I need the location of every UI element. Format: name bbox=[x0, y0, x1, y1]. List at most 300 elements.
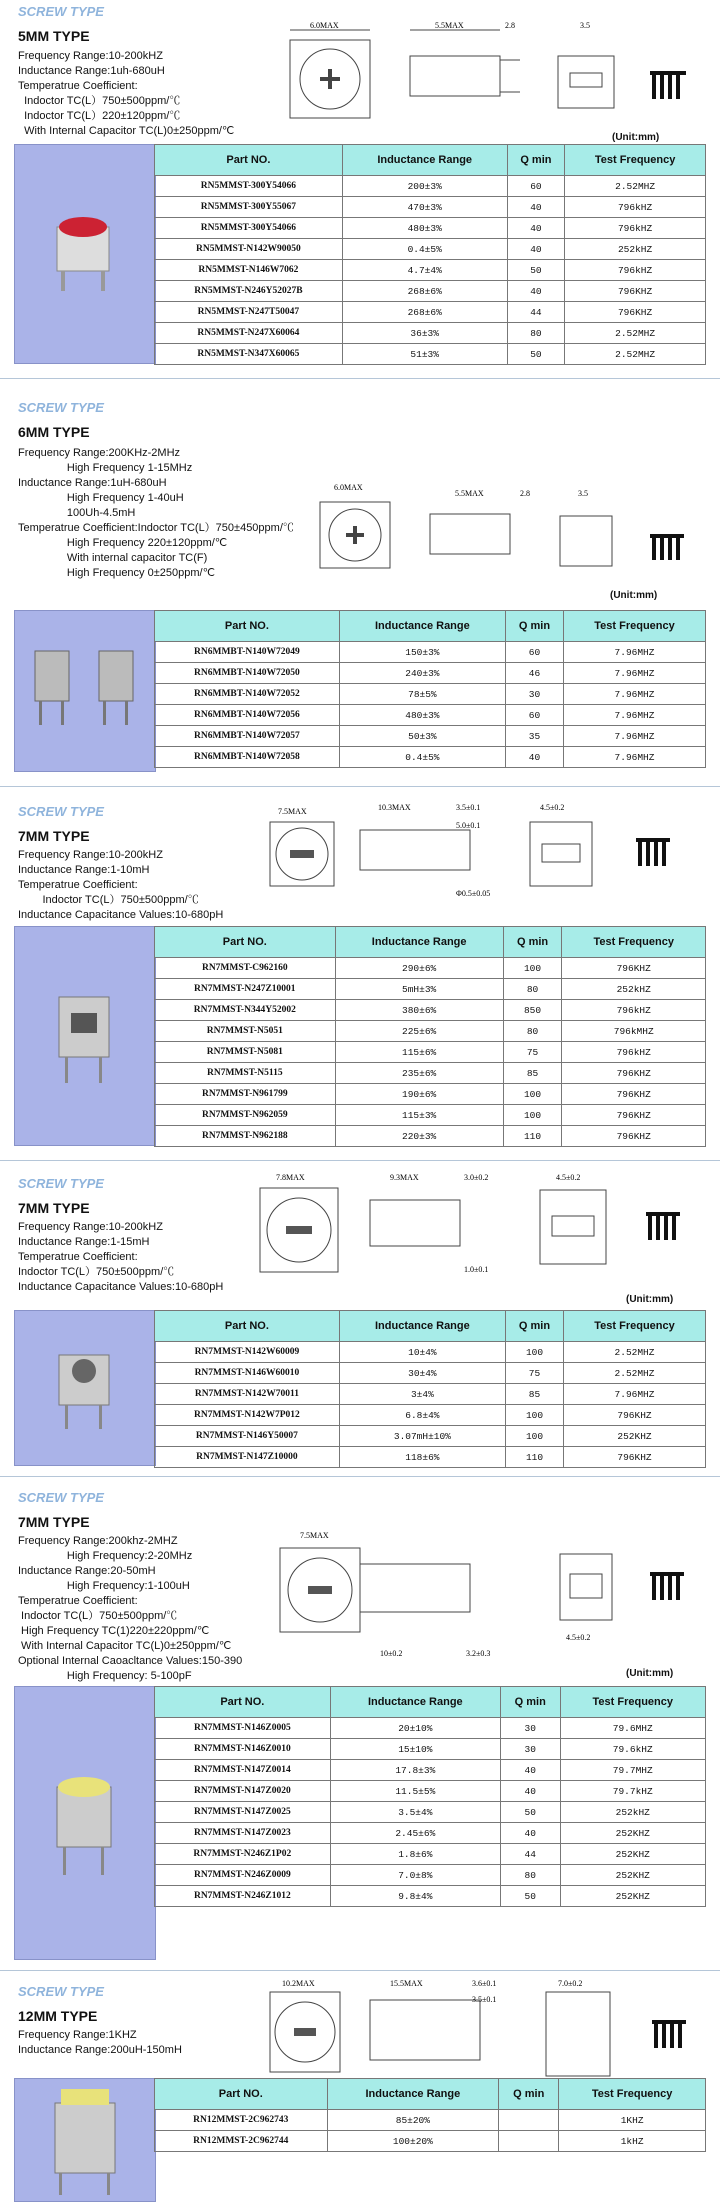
svg-text:7.5MAX: 7.5MAX bbox=[278, 807, 307, 816]
part-no-cell: RN7MMST-N146Z0005 bbox=[155, 1718, 331, 1739]
inductance-cell: 85±20% bbox=[327, 2110, 499, 2131]
specs-text: Frequency Range:10-200kHZ Inductance Range:1uh-680uH Temperatrue Coefficient: Indoctor TC(L）750±500ppm/℃ Indoctor TC(L）220±120ppm/℃ With Internal Capacitor TC(L)0±250ppm/℃ bbox=[18, 50, 235, 137]
table-row bbox=[155, 1426, 706, 1447]
spec-table bbox=[154, 610, 706, 768]
q-min-cell bbox=[499, 2131, 559, 2152]
col-header: Part NO. bbox=[155, 2079, 328, 2110]
svg-text:3.2±0.3: 3.2±0.3 bbox=[466, 1649, 491, 1658]
table-row bbox=[155, 1447, 706, 1468]
col-header: Inductance Range bbox=[330, 1687, 500, 1718]
q-min-cell: 40 bbox=[507, 197, 565, 218]
table-row bbox=[155, 1105, 706, 1126]
inductance-cell: 10±4% bbox=[339, 1342, 505, 1363]
specs-text: Frequency Range:1KHZ Inductance Range:200uH-150mH bbox=[18, 2029, 182, 2056]
test-frequency-cell: 796kHZ bbox=[565, 260, 706, 281]
specs-text: Frequency Range:200KHz-2MHz High Frequency 1-15MHz Inductance Range:1uH-680uH High Frequency 1-40uH 100Uh-4.5mH Temperatrue Coefficient:Indoctor TC(L）750±450ppm/℃ High Frequency 220±120ppm/℃ With internal capacitor TC(F) High Frequency 0±250ppm/℃ bbox=[18, 447, 294, 579]
table-row bbox=[155, 1021, 706, 1042]
product-image bbox=[14, 2078, 156, 2202]
part-no-cell: RN7MMST-N146Z0010 bbox=[155, 1739, 331, 1760]
test-frequency-cell: 796KHZ bbox=[564, 1447, 706, 1468]
test-frequency-cell: 7.96MHZ bbox=[564, 663, 706, 684]
inductance-cell: 36±3% bbox=[342, 323, 507, 344]
part-no-cell: RN7MMST-N962059 bbox=[155, 1105, 336, 1126]
screw-type-label: SCREW TYPE bbox=[18, 400, 104, 415]
inductance-cell: 3.5±4% bbox=[330, 1802, 500, 1823]
part-no-cell: RN7MMST-N147Z0014 bbox=[155, 1760, 331, 1781]
inductance-cell: 0.4±5% bbox=[339, 747, 505, 768]
table-row bbox=[155, 176, 706, 197]
q-min-cell: 100 bbox=[505, 1405, 563, 1426]
col-header: Q min bbox=[507, 145, 565, 176]
specs-text: Frequency Range:200khz-2MHZ High Frequency:2-20MHz Inductance Range:20-50mH High Frequency:1-100uH Temperatrue Coefficient: Indoctor TC(L）750±500ppm/℃ High Frequency TC(1)220±220ppm/℃ With Internal Capacitor TC(L)0±250ppm/℃ Optional Internal Caoacltance Values:150-390 High Frequency: 5-100pF bbox=[18, 1535, 243, 1682]
divider bbox=[0, 1160, 720, 1161]
col-header: Test Frequency bbox=[562, 927, 706, 958]
q-min-cell: 110 bbox=[505, 1447, 563, 1468]
q-min-cell: 100 bbox=[503, 958, 562, 979]
table-row bbox=[155, 1865, 706, 1886]
test-frequency-cell: 79.7MHZ bbox=[560, 1760, 706, 1781]
part-no-cell: RN5MMST-N146W7062 bbox=[155, 260, 343, 281]
test-frequency-cell: 796KHZ bbox=[562, 1105, 706, 1126]
table-row bbox=[155, 1084, 706, 1105]
col-header: Inductance Range bbox=[339, 1311, 505, 1342]
table-row bbox=[155, 979, 706, 1000]
svg-text:9.3MAX: 9.3MAX bbox=[390, 1173, 419, 1182]
test-frequency-cell: 796KHZ bbox=[562, 1126, 706, 1147]
product-image bbox=[14, 610, 156, 772]
spec-table bbox=[154, 1686, 706, 1907]
col-header: Part NO. bbox=[155, 145, 343, 176]
test-frequency-cell: 252KHZ bbox=[560, 1823, 706, 1844]
svg-text:4.5±0.2: 4.5±0.2 bbox=[566, 1633, 591, 1642]
inductance-cell: 290±6% bbox=[335, 958, 503, 979]
part-no-cell: RN12MMST-2C962744 bbox=[155, 2131, 328, 2152]
test-frequency-cell: 7.96MHZ bbox=[564, 705, 706, 726]
table-row bbox=[155, 1042, 706, 1063]
part-no-cell: RN6MMBT-N140W72057 bbox=[155, 726, 340, 747]
test-frequency-cell: 252KHZ bbox=[560, 1886, 706, 1907]
table-row bbox=[155, 239, 706, 260]
part-no-cell: RN6MMBT-N140W72050 bbox=[155, 663, 340, 684]
spec-table bbox=[154, 926, 706, 1147]
svg-text:10.2MAX: 10.2MAX bbox=[282, 1979, 315, 1988]
q-min-cell: 40 bbox=[507, 218, 565, 239]
table-row bbox=[155, 281, 706, 302]
col-header: Inductance Range bbox=[335, 927, 503, 958]
col-header: Q min bbox=[505, 1311, 563, 1342]
table-row bbox=[155, 1823, 706, 1844]
part-no-cell: RN5MMST-N247T50047 bbox=[155, 302, 343, 323]
dim-label: 2.8 bbox=[505, 21, 515, 30]
table-row bbox=[155, 1405, 706, 1426]
test-frequency-cell: 2.52MHZ bbox=[565, 176, 706, 197]
screw-type-label: SCREW TYPE bbox=[18, 1984, 104, 1999]
col-header: Test Frequency bbox=[560, 1687, 706, 1718]
q-min-cell: 85 bbox=[503, 1063, 562, 1084]
svg-text:3.6±0.1: 3.6±0.1 bbox=[472, 1979, 497, 1988]
table-row bbox=[155, 1760, 706, 1781]
table-row bbox=[155, 302, 706, 323]
table-row bbox=[155, 1886, 706, 1907]
svg-text:5.5MAX: 5.5MAX bbox=[455, 489, 484, 498]
inductance-cell: 268±6% bbox=[342, 302, 507, 323]
type-title: 7MM TYPE bbox=[18, 828, 90, 844]
part-no-cell: RN6MMBT-N140W72056 bbox=[155, 705, 340, 726]
inductance-cell: 480±3% bbox=[339, 705, 505, 726]
part-no-cell: RN7MMST-N147Z10000 bbox=[155, 1447, 340, 1468]
test-frequency-cell: 252kHZ bbox=[560, 1802, 706, 1823]
svg-text:10±0.2: 10±0.2 bbox=[380, 1649, 403, 1658]
table-row bbox=[155, 1718, 706, 1739]
test-frequency-cell: 252KHZ bbox=[560, 1865, 706, 1886]
type-title: 7MM TYPE bbox=[18, 1514, 90, 1530]
q-min-cell: 80 bbox=[503, 979, 562, 1000]
divider bbox=[0, 786, 720, 787]
col-header: Inductance Range bbox=[342, 145, 507, 176]
test-frequency-cell: 796KHZ bbox=[564, 1405, 706, 1426]
divider bbox=[0, 1970, 720, 1971]
svg-text:3.5: 3.5 bbox=[578, 489, 588, 498]
part-no-cell: RN7MMST-N146W60010 bbox=[155, 1363, 340, 1384]
part-no-cell: RN5MMST-N247X60064 bbox=[155, 323, 343, 344]
q-min-cell: 100 bbox=[503, 1084, 562, 1105]
inductance-cell: 0.4±5% bbox=[342, 239, 507, 260]
inductance-cell: 9.8±4% bbox=[330, 1886, 500, 1907]
q-min-cell: 40 bbox=[500, 1823, 560, 1844]
inductance-cell: 20±10% bbox=[330, 1718, 500, 1739]
col-header: Q min bbox=[500, 1687, 560, 1718]
q-min-cell: 50 bbox=[507, 344, 565, 365]
inductance-cell: 30±4% bbox=[339, 1363, 505, 1384]
test-frequency-cell: 2.52MHZ bbox=[564, 1363, 706, 1384]
svg-text:2.8: 2.8 bbox=[520, 489, 530, 498]
inductance-cell: 78±5% bbox=[339, 684, 505, 705]
part-no-cell: RN7MMST-C962160 bbox=[155, 958, 336, 979]
screw-type-label: SCREW TYPE bbox=[18, 1176, 104, 1191]
inductance-cell: 470±3% bbox=[342, 197, 507, 218]
test-frequency-cell: 796kHZ bbox=[565, 218, 706, 239]
test-frequency-cell: 79.6MHZ bbox=[560, 1718, 706, 1739]
col-header: Part NO. bbox=[155, 1311, 340, 1342]
col-header: Test Frequency bbox=[565, 145, 706, 176]
dim-label: 6.0MAX bbox=[310, 21, 339, 30]
test-frequency-cell: 2.52MHZ bbox=[565, 344, 706, 365]
dimension-drawing bbox=[280, 18, 700, 143]
svg-text:1.0±0.1: 1.0±0.1 bbox=[464, 1265, 489, 1274]
test-frequency-cell: 2.52MHZ bbox=[564, 1342, 706, 1363]
table-row bbox=[155, 1844, 706, 1865]
table-row bbox=[155, 2131, 706, 2152]
q-min-cell: 60 bbox=[505, 705, 563, 726]
q-min-cell: 60 bbox=[505, 642, 563, 663]
type-title: 7MM TYPE bbox=[18, 1200, 90, 1216]
table-row bbox=[155, 726, 706, 747]
svg-text:5.0±0.1: 5.0±0.1 bbox=[456, 821, 481, 830]
table-row bbox=[155, 1126, 706, 1147]
test-frequency-cell: 796kMHZ bbox=[562, 1021, 706, 1042]
table-row bbox=[155, 2110, 706, 2131]
table-row bbox=[155, 218, 706, 239]
part-no-cell: RN7MMST-N142W7P012 bbox=[155, 1405, 340, 1426]
q-min-cell: 110 bbox=[503, 1126, 562, 1147]
inductance-cell: 150±3% bbox=[339, 642, 505, 663]
inductance-cell: 15±10% bbox=[330, 1739, 500, 1760]
q-min-cell: 50 bbox=[500, 1886, 560, 1907]
inductance-cell: 240±3% bbox=[339, 663, 505, 684]
col-header: Test Frequency bbox=[559, 2079, 706, 2110]
q-min-cell: 40 bbox=[507, 239, 565, 260]
test-frequency-cell: 1KHZ bbox=[559, 2110, 706, 2131]
q-min-cell: 35 bbox=[505, 726, 563, 747]
test-frequency-cell: 7.96MHZ bbox=[564, 684, 706, 705]
test-frequency-cell: 2.52MHZ bbox=[565, 323, 706, 344]
inductance-cell: 6.8±4% bbox=[339, 1405, 505, 1426]
test-frequency-cell: 796kHZ bbox=[565, 197, 706, 218]
q-min-cell: 40 bbox=[507, 281, 565, 302]
test-frequency-cell: 252KHZ bbox=[564, 1426, 706, 1447]
q-min-cell: 80 bbox=[503, 1021, 562, 1042]
part-no-cell: RN7MMST-N246Z1P02 bbox=[155, 1844, 331, 1865]
part-no-cell: RN7MMST-N5051 bbox=[155, 1021, 336, 1042]
section-12mm bbox=[0, 1974, 720, 2205]
divider bbox=[0, 1476, 720, 1477]
test-frequency-cell: 796kHZ bbox=[562, 1000, 706, 1021]
inductance-cell: 4.7±4% bbox=[342, 260, 507, 281]
inductance-cell: 50±3% bbox=[339, 726, 505, 747]
unit-label: (Unit:mm) bbox=[626, 1294, 674, 1305]
col-header: Part NO. bbox=[155, 927, 336, 958]
table-row bbox=[155, 197, 706, 218]
q-min-cell: 30 bbox=[505, 684, 563, 705]
section-7mm-a bbox=[0, 790, 720, 1160]
q-min-cell: 60 bbox=[507, 176, 565, 197]
type-title: 12MM TYPE bbox=[18, 2008, 98, 2024]
dimension-drawing bbox=[270, 1524, 710, 1664]
product-image bbox=[14, 144, 156, 364]
divider bbox=[0, 378, 720, 379]
col-header: Part NO. bbox=[155, 1687, 331, 1718]
q-min-cell: 100 bbox=[505, 1426, 563, 1447]
inductance-cell: 480±3% bbox=[342, 218, 507, 239]
inductance-cell: 115±3% bbox=[335, 1105, 503, 1126]
part-no-cell: RN7MMST-N142W60009 bbox=[155, 1342, 340, 1363]
test-frequency-cell: 796KHZ bbox=[565, 302, 706, 323]
dim-label: 3.5 bbox=[580, 21, 590, 30]
unit-label: (Unit:mm) bbox=[610, 590, 658, 601]
screw-type-label: SCREW TYPE bbox=[18, 1490, 104, 1505]
inductance-cell: 2.45±6% bbox=[330, 1823, 500, 1844]
part-no-cell: RN7MMST-N5115 bbox=[155, 1063, 336, 1084]
part-no-cell: RN7MMST-N246Z0009 bbox=[155, 1865, 331, 1886]
table-row bbox=[155, 1781, 706, 1802]
q-min-cell bbox=[499, 2110, 559, 2131]
inductance-cell: 190±6% bbox=[335, 1084, 503, 1105]
product-image bbox=[14, 1686, 156, 1960]
part-no-cell: RN7MMST-N142W70011 bbox=[155, 1384, 340, 1405]
part-no-cell: RN7MMST-N247Z10001 bbox=[155, 979, 336, 1000]
inductance-cell: 235±6% bbox=[335, 1063, 503, 1084]
test-frequency-cell: 7.96MHZ bbox=[564, 747, 706, 768]
part-no-cell: RN12MMST-2C962743 bbox=[155, 2110, 328, 2131]
q-min-cell: 50 bbox=[500, 1802, 560, 1823]
section-7mm-c bbox=[0, 1480, 720, 1970]
q-min-cell: 75 bbox=[505, 1363, 563, 1384]
test-frequency-cell: 7.96MHZ bbox=[564, 1384, 706, 1405]
inductance-cell: 118±6% bbox=[339, 1447, 505, 1468]
inductance-cell: 225±6% bbox=[335, 1021, 503, 1042]
q-min-cell: 40 bbox=[505, 747, 563, 768]
q-min-cell: 100 bbox=[505, 1342, 563, 1363]
q-min-cell: 40 bbox=[500, 1781, 560, 1802]
part-no-cell: RN5MMST-N347X60065 bbox=[155, 344, 343, 365]
table-row bbox=[155, 323, 706, 344]
svg-text:7.5MAX: 7.5MAX bbox=[300, 1531, 329, 1540]
spec-table bbox=[154, 144, 706, 365]
inductance-cell: 380±6% bbox=[335, 1000, 503, 1021]
table-row bbox=[155, 747, 706, 768]
svg-text:7.8MAX: 7.8MAX bbox=[276, 1173, 305, 1182]
test-frequency-cell: 252kHZ bbox=[565, 239, 706, 260]
table-row bbox=[155, 1384, 706, 1405]
q-min-cell: 30 bbox=[500, 1718, 560, 1739]
screw-type-label: SCREW TYPE bbox=[18, 4, 104, 19]
inductance-cell: 3±4% bbox=[339, 1384, 505, 1405]
q-min-cell: 75 bbox=[503, 1042, 562, 1063]
q-min-cell: 80 bbox=[507, 323, 565, 344]
part-no-cell: RN7MMST-N146Y50007 bbox=[155, 1426, 340, 1447]
test-frequency-cell: 796KHZ bbox=[562, 1063, 706, 1084]
col-header: Inductance Range bbox=[339, 611, 505, 642]
col-header: Inductance Range bbox=[327, 2079, 499, 2110]
table-row bbox=[155, 344, 706, 365]
svg-text:3.5±0.1: 3.5±0.1 bbox=[456, 803, 481, 812]
q-min-cell: 850 bbox=[503, 1000, 562, 1021]
type-title: 6MM TYPE bbox=[18, 424, 90, 440]
part-no-cell: RN7MMST-N962188 bbox=[155, 1126, 336, 1147]
q-min-cell: 85 bbox=[505, 1384, 563, 1405]
table-row bbox=[155, 705, 706, 726]
dimension-drawing bbox=[250, 1168, 710, 1298]
inductance-cell: 7.0±8% bbox=[330, 1865, 500, 1886]
screw-type-label: SCREW TYPE bbox=[18, 804, 104, 819]
svg-text:4.5±0.2: 4.5±0.2 bbox=[540, 803, 565, 812]
part-no-cell: RN7MMST-N344Y52002 bbox=[155, 1000, 336, 1021]
table-row bbox=[155, 1739, 706, 1760]
part-no-cell: RN5MMST-300Y54066 bbox=[155, 218, 343, 239]
test-frequency-cell: 1kHZ bbox=[559, 2131, 706, 2152]
specs-text: Frequency Range:10-200kHZ Inductance Range:1-10mH Temperatrue Coefficient: Indoctor TC(L）750±500ppm/℃ Inductance Capacitance Values:10-680pH bbox=[18, 849, 224, 921]
test-frequency-cell: 796KHZ bbox=[562, 1084, 706, 1105]
dimension-drawing bbox=[260, 1974, 710, 2094]
test-frequency-cell: 252kHZ bbox=[562, 979, 706, 1000]
spec-table bbox=[154, 1310, 706, 1468]
inductance-cell: 5mH±3% bbox=[335, 979, 503, 1000]
part-no-cell: RN7MMST-N246Z1012 bbox=[155, 1886, 331, 1907]
inductance-cell: 200±3% bbox=[342, 176, 507, 197]
part-no-cell: RN6MMBT-N140W72049 bbox=[155, 642, 340, 663]
svg-text:6.0MAX: 6.0MAX bbox=[334, 483, 363, 492]
table-row bbox=[155, 260, 706, 281]
dim-label: 5.5MAX bbox=[435, 21, 464, 30]
section-7mm-b bbox=[0, 1164, 720, 1474]
section-6mm bbox=[0, 380, 720, 780]
svg-text:3.0±0.2: 3.0±0.2 bbox=[464, 1173, 489, 1182]
table-row bbox=[155, 642, 706, 663]
svg-text:3.5±0.1: 3.5±0.1 bbox=[472, 1995, 497, 2004]
q-min-cell: 44 bbox=[500, 1844, 560, 1865]
table-row bbox=[155, 1342, 706, 1363]
product-image bbox=[14, 926, 156, 1146]
part-no-cell: RN7MMST-N147Z0020 bbox=[155, 1781, 331, 1802]
q-min-cell: 30 bbox=[500, 1739, 560, 1760]
table-row bbox=[155, 663, 706, 684]
table-row bbox=[155, 1063, 706, 1084]
part-no-cell: RN5MMST-N142W90050 bbox=[155, 239, 343, 260]
svg-text:4.5±0.2: 4.5±0.2 bbox=[556, 1173, 581, 1182]
part-no-cell: RN7MMST-N5081 bbox=[155, 1042, 336, 1063]
test-frequency-cell: 796KHZ bbox=[562, 958, 706, 979]
col-header: Q min bbox=[503, 927, 562, 958]
test-frequency-cell: 796KHZ bbox=[565, 281, 706, 302]
test-frequency-cell: 79.6kHZ bbox=[560, 1739, 706, 1760]
q-min-cell: 44 bbox=[507, 302, 565, 323]
inductance-cell: 220±3% bbox=[335, 1126, 503, 1147]
svg-text:Φ0.5±0.05: Φ0.5±0.05 bbox=[456, 889, 491, 898]
part-no-cell: RN6MMBT-N140W72058 bbox=[155, 747, 340, 768]
part-no-cell: RN5MMST-N246Y52027B bbox=[155, 281, 343, 302]
unit-label: (Unit:mm) bbox=[612, 132, 660, 143]
table-row bbox=[155, 1802, 706, 1823]
test-frequency-cell: 7.96MHZ bbox=[564, 642, 706, 663]
inductance-cell: 11.5±5% bbox=[330, 1781, 500, 1802]
type-title: 5MM TYPE bbox=[18, 28, 90, 44]
col-header: Test Frequency bbox=[564, 611, 706, 642]
inductance-cell: 268±6% bbox=[342, 281, 507, 302]
q-min-cell: 46 bbox=[505, 663, 563, 684]
specs-text: Frequency Range:10-200kHZ Inductance Range:1-15mH Temperatrue Coefficient: Indoctor TC(L）750±500ppm/℃ Inductance Capacitance Values:10-680pH bbox=[18, 1221, 224, 1293]
q-min-cell: 40 bbox=[500, 1760, 560, 1781]
svg-text:15.5MAX: 15.5MAX bbox=[390, 1979, 423, 1988]
inductance-cell: 3.07mH±10% bbox=[339, 1426, 505, 1447]
test-frequency-cell: 252KHZ bbox=[560, 1844, 706, 1865]
inductance-cell: 51±3% bbox=[342, 344, 507, 365]
svg-text:7.0±0.2: 7.0±0.2 bbox=[558, 1979, 583, 1988]
inductance-cell: 115±6% bbox=[335, 1042, 503, 1063]
part-no-cell: RN7MMST-N961799 bbox=[155, 1084, 336, 1105]
q-min-cell: 80 bbox=[500, 1865, 560, 1886]
spec-table bbox=[154, 2078, 706, 2152]
col-header: Q min bbox=[505, 611, 563, 642]
test-frequency-cell: 796kHZ bbox=[562, 1042, 706, 1063]
dimension-drawing bbox=[310, 480, 710, 600]
col-header: Q min bbox=[499, 2079, 559, 2110]
svg-text:10.3MAX: 10.3MAX bbox=[378, 803, 411, 812]
table-row bbox=[155, 684, 706, 705]
unit-label: (Unit:mm) bbox=[626, 1668, 674, 1679]
col-header: Test Frequency bbox=[564, 1311, 706, 1342]
table-row bbox=[155, 1000, 706, 1021]
table-row bbox=[155, 1363, 706, 1384]
part-no-cell: RN5MMST-300Y55067 bbox=[155, 197, 343, 218]
dimension-drawing bbox=[260, 800, 710, 920]
part-no-cell: RN7MMST-N147Z0025 bbox=[155, 1802, 331, 1823]
part-no-cell: RN7MMST-N147Z0023 bbox=[155, 1823, 331, 1844]
test-frequency-cell: 7.96MHZ bbox=[564, 726, 706, 747]
product-image bbox=[14, 1310, 156, 1466]
inductance-cell: 17.8±3% bbox=[330, 1760, 500, 1781]
inductance-cell: 1.8±6% bbox=[330, 1844, 500, 1865]
section-5mm bbox=[0, 0, 720, 378]
